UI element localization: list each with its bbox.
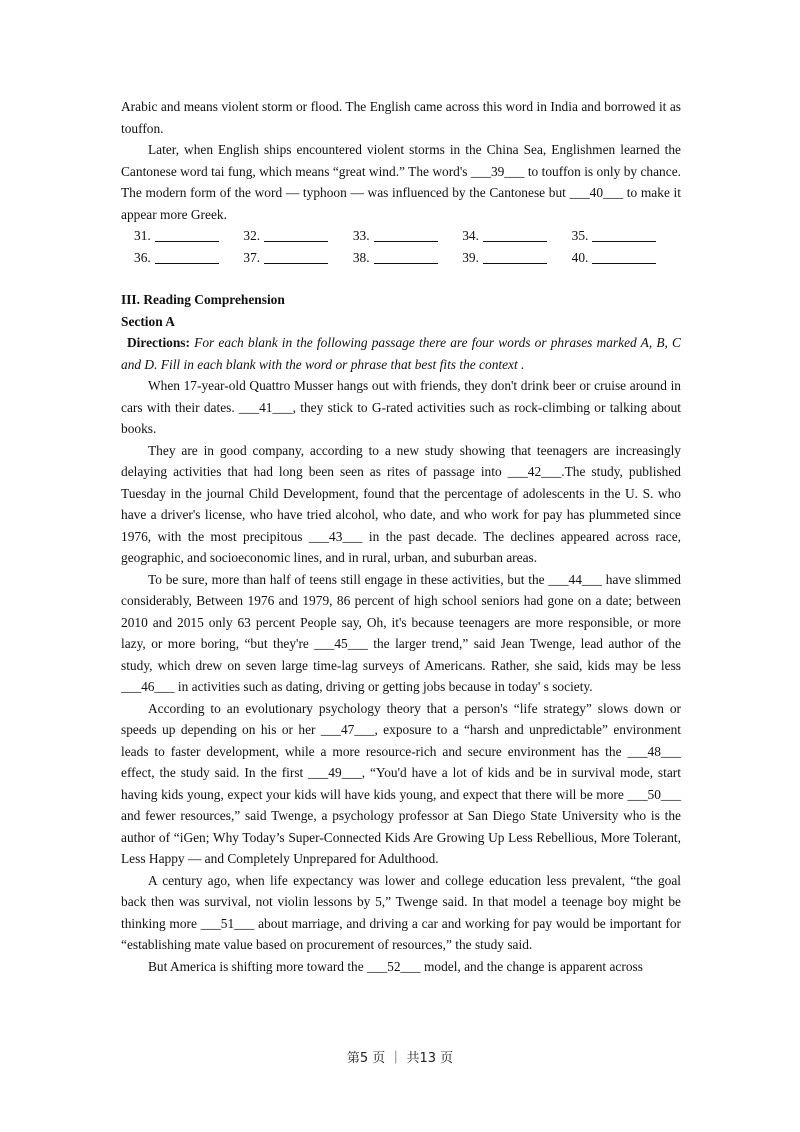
intro-paragraph-2: Later, when English ships encountered violent storms in the China Sea, Englishmen learned the Cantonese word tai fung, which means “great wind.” The word's ___39___ to touffon is only by chance. The modern form of the word — typhoon — was influenced by the Cantonese but ___40___ to make it appear more Greek. bbox=[121, 142, 681, 222]
answer-blank[interactable]: 34. bbox=[462, 225, 571, 247]
intro-paragraph-1: Arabic and means violent storm or flood. The English came across this word in India and borrowed it as touffon. bbox=[121, 99, 681, 136]
passage-paragraph: According to an evolutionary psychology theory that a person's “life strategy” slows down or speeds up depending on his or her ___47___, exposure to a “harsh and unpredictable” environment leads to faster development, while a more resource-rich and secure environment has the ___48___ effect, the study said. In the first ___49___, “You'd have a lot of kids and be in survival mode, start having kids young, expect your kids will have kids young, and expect that there will be more ___50___ and fewer resources,” said Twenge, a psychology professor at San Diego State University who is the author of “iGen; Why Today’s Super-Connected Kids Are Growing Up Less Rebellious, More Tolerant, Less Happy — and Completely Unprepared for Adulthood. bbox=[121, 700, 681, 866]
passage-paragraph: When 17-year-old Quattro Musser hangs out with friends, they don't drink beer or cruise around in cars with their dates. ___41___, they stick to G-rated activities such as rock-climbing or talking about books. bbox=[121, 378, 681, 436]
passage-paragraph: But America is shifting more toward the ___52___ model, and the change is apparent across bbox=[148, 958, 643, 974]
answer-row-2 bbox=[134, 247, 681, 269]
answer-blank[interactable]: 33. bbox=[353, 225, 462, 247]
section-title: III. Reading Comprehension bbox=[121, 292, 285, 307]
directions-text: For each blank in the following passage there are four words or phrases marked A, B, C and D. Fill in each blank with the word or phrase that best fits the context . bbox=[121, 335, 681, 372]
document-page bbox=[121, 96, 681, 977]
section-subtitle: Section A bbox=[121, 313, 175, 329]
directions bbox=[121, 332, 681, 375]
answer-blank[interactable]: 35. bbox=[572, 225, 681, 247]
answer-blank[interactable]: 31. bbox=[134, 225, 243, 247]
directions-label: Directions: bbox=[127, 335, 190, 350]
answer-blank[interactable]: 39. bbox=[462, 247, 571, 269]
answer-blank[interactable]: 37. bbox=[243, 247, 352, 269]
passage-paragraph: They are in good company, according to a new study showing that teenagers are increasingly delaying activities that had long been seen as rites of passage into ___42___.The study, published Tuesday in the journal Child Development, found that the percentage of adolescents in the U. S. who have a driver's license, who have tried alcohol, who date, and who work for pay has plummeted since 1976, with the most precipitous ___43___ in the past decade. The declines appeared across race, geographic, and socioeconomic lines, and in rural, urban, and suburban areas. bbox=[121, 442, 681, 565]
passage-paragraph: A century ago, when life expectancy was lower and college education less prevalent, “the goal back then was survival, not violin lessons by 5,” Twenge said. In that model a teenage boy might be thinking more ___51___ about marriage, and driving a car and working for pay would be important for “establishing mate value based on procurement of resources,” the study said. bbox=[121, 872, 681, 952]
answer-blank[interactable]: 32. bbox=[243, 225, 352, 247]
answer-blank[interactable]: 40. bbox=[572, 247, 681, 269]
passage-paragraph: To be sure, more than half of teens still engage in these activities, but the ___44___ have slimmed considerably, Between 1976 and 1979, 86 percent of high school seniors had gone on a date; between 2010 and 2015 only 63 percent People say, Oh, it's because teenagers are more responsible, or more lazy, or more boring, “but they're ___45___ the larger trend,” said Jean Twenge, lead author of the study, which drew on seven large time-lag surveys of Americans. Rather, she said, kids may be less ___46___ in activities such as dating, driving or getting jobs because in today' s society. bbox=[121, 571, 681, 694]
answer-blank[interactable]: 38. bbox=[353, 247, 462, 269]
page-footer: 第5 页 ｜ 共13 页 bbox=[346, 1051, 454, 1066]
answer-blanks bbox=[134, 225, 681, 268]
answer-row-1 bbox=[134, 225, 681, 247]
answer-blank[interactable]: 36. bbox=[134, 247, 243, 269]
